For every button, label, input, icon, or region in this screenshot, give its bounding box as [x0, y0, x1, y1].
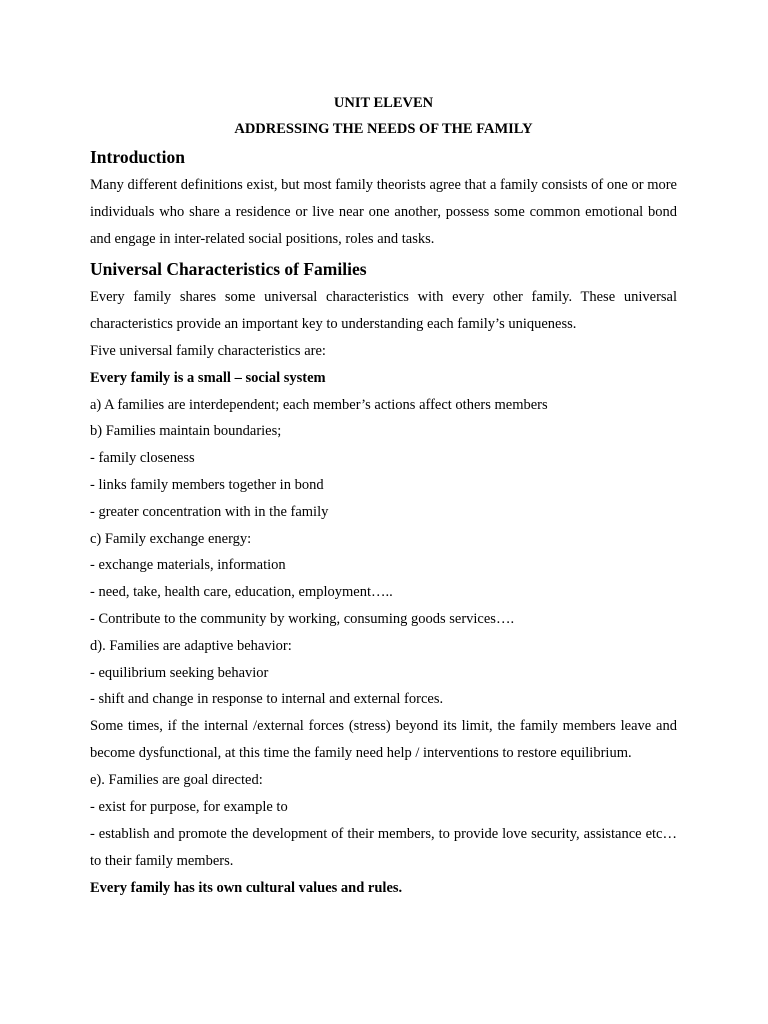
cultural-values-heading: Every family has its own cultural values and rules. — [90, 879, 403, 896]
list-item: - Contribute to the community by working, consuming goods services…. — [90, 610, 515, 627]
list-item: - shift and change in response to internal and external forces. — [90, 691, 444, 708]
five-characteristics-intro: Five universal family characteristics are: — [90, 343, 326, 359]
list-item: - links family members together in bond — [90, 476, 324, 493]
list-item: - need, take, health care, education, employment….. — [90, 584, 393, 601]
list-item: - family closeness — [90, 450, 195, 467]
unit-label: UNIT ELEVEN — [333, 95, 434, 111]
list-item: d). Families are adaptive behavior: — [90, 637, 292, 654]
universal-characteristics-paragraph: Every family shares some universal characteristics with every other family. These universal characteristics provide an important key to understanding each family’s uniqueness. — [90, 289, 677, 332]
list-item: c) Family exchange energy: — [90, 530, 252, 547]
list-item: - equilibrium seeking behavior — [90, 664, 269, 681]
universal-characteristics-heading: Universal Characteristics of Families — [90, 259, 367, 279]
list-item: e). Families are goal directed: — [90, 772, 263, 789]
introduction-heading: Introduction — [90, 147, 185, 167]
introduction-paragraph: Many different definitions exist, but most family theorists agree that a family consists of one or more individuals who share a residence or live near one another, possess some common emotional bond and engage in inter-related social positions, roles and tasks. — [90, 177, 677, 247]
stress-paragraph: Some times, if the internal /external forces (stress) beyond its limit, the family members leave and become dysfunctional, at this time the family need help / interventions to restore equilibrium. — [90, 718, 677, 762]
page-title: ADDRESSING THE NEEDS OF THE FAMILY — [234, 121, 533, 137]
list-item: - greater concentration with in the family — [90, 503, 329, 520]
list-item: a) A families are interdependent; each member’s actions affect others members — [90, 396, 548, 413]
document-page — [90, 90, 677, 902]
establish-paragraph: - establish and promote the development of their members, to provide love security, assistance etc… to their family members. — [90, 825, 677, 869]
list-item: - exchange materials, information — [90, 557, 286, 574]
list-item: b) Families maintain boundaries; — [90, 423, 282, 440]
small-social-system-heading: Every family is a small – social system — [90, 369, 326, 386]
list-item: - exist for purpose, for example to — [90, 798, 288, 815]
